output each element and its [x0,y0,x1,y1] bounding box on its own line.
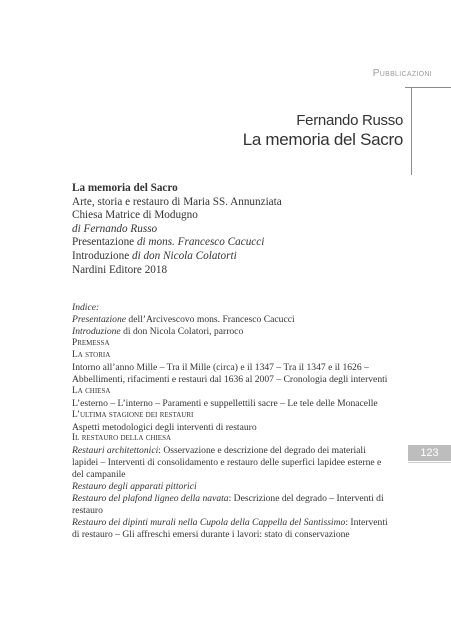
page-number-tab: 123 [408,445,451,461]
frame-line-horizontal [405,87,451,88]
index-text-storia: Intorno all’anno Mille – Tra il Mille (circa) e il 1347 – Tra il 1347 e il 1626 – Abbellimenti, rifacimenti e restauri dal 1636 al 2007 – Cronologia degli interventi [72,361,388,385]
book-publisher: Nardini Editore 2018 [72,263,168,276]
table-of-contents [72,302,392,541]
article-author: Fernando Russo [296,112,403,129]
frame-line-vertical [411,87,412,175]
index-label: Indice: [72,302,100,313]
index-entry-restauri-architettonici: Restauri architettonici: Osservazione e descrizione del degrado dei materiali lapidei – Interventi di consolidamento e restauro delle superfici lapidee esterne e del campanile [72,445,382,481]
index-entry-apparati-pittorici: Restauro degli apparati pittorici [72,481,197,493]
book-subtitle: Arte, storia e restauro di Maria SS. Annunziata [72,195,282,208]
index-entry-presentazione: Presentazione dell’Arcivescovo mons. Francesco Cacucci [72,313,295,325]
index-text-stagione: Aspetti metodologici degli interventi di restauro [72,421,257,433]
index-entry-plafond: Restauro del plafond ligneo della navata: Descrizione del degrado – Interventi di restauro [72,493,384,517]
book-author: di Fernando Russo [72,222,158,235]
book-details [72,182,392,277]
book-church: Chiesa Matrice di Modugno [72,209,198,222]
index-heading-stagione: L’ultima stagione dei restauri [72,409,194,420]
section-label: Pubblicazioni [372,68,432,79]
index-text-chiesa: L’esterno – L’interno – Paramenti e suppellettili sacre – Le tele delle Monacelle [72,397,378,409]
book-title: La memoria del Sacro [72,182,178,194]
page-tab-underline [408,462,451,463]
book-presentation: Presentazione di mons. Francesco Cacucci [72,236,265,249]
index-entry-introduzione: Introduzione di don Nicola Colatori, parroco [72,325,244,337]
index-heading-premessa: Premessa [72,337,110,348]
index-heading-restauro: Il restauro della chiesa [72,433,172,444]
book-introduction: Introduzione di don Nicola Colatorti [72,249,237,262]
index-entry-dipinti-murali: Restauro dei dipinti murali nella Cupola della Cappella del Santissimo: Interventi di restauro – Gli affreschi emersi durante i lavori: stato di conservazione [72,517,388,541]
article-title: La memoria del Sacro [242,130,403,149]
index-heading-chiesa: La chiesa [72,385,111,396]
index-heading-storia: La storia [72,349,111,360]
